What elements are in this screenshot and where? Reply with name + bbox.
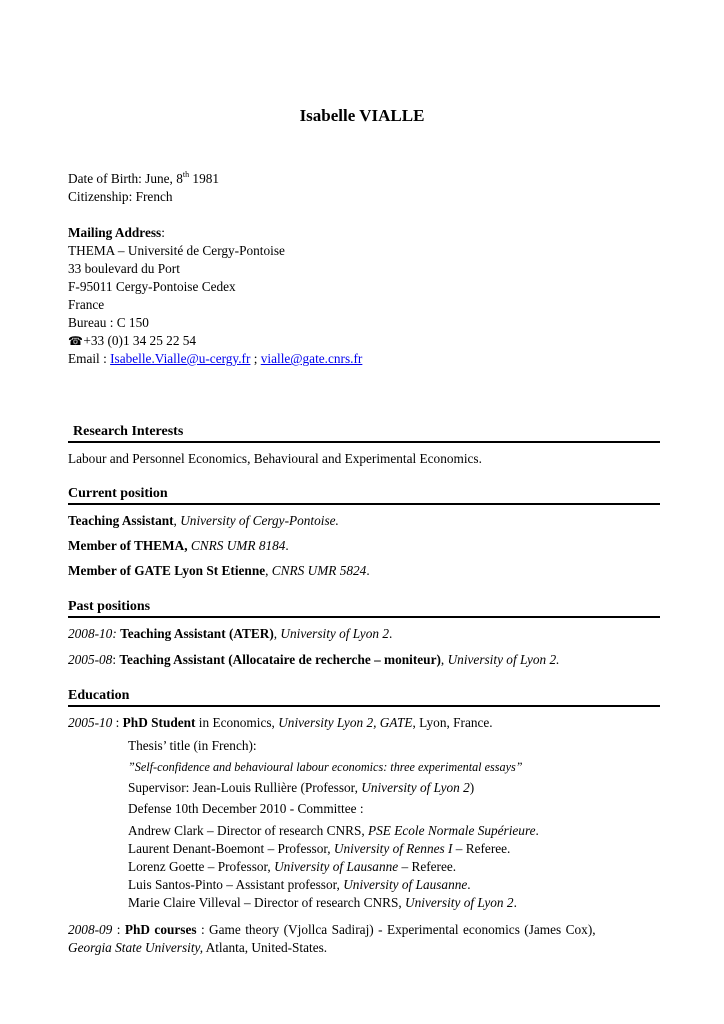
address-line: 33 boulevard du Port: [68, 261, 180, 276]
education-courses: [68, 921, 658, 957]
supervisor-text: Supervisor: Jean-Louis Rullière (Professor,: [128, 780, 362, 795]
research-text: Labour and Personnel Economics, Behavioural and Experimental Economics.: [68, 451, 482, 466]
member-text: Luis Santos-Pinto – Assistant professor,: [128, 877, 344, 892]
member-end: .: [513, 895, 517, 910]
dob-year: 1981: [189, 171, 220, 186]
date-of-birth: [68, 171, 219, 187]
section-heading: Past positions: [68, 599, 151, 614]
supervisor-end: ): [469, 780, 475, 795]
item-date: 2008-09: [68, 922, 113, 937]
current-item: [68, 538, 289, 554]
member-institution: University of Lausanne: [343, 877, 468, 892]
item-date: 2008-10:: [68, 626, 117, 641]
item-end: .: [366, 563, 370, 578]
member-text: Marie Claire Villeval – Director of research CNRS,: [128, 895, 405, 910]
item-role: Member of GATE Lyon St Etienne: [68, 563, 266, 578]
item-sep: ,: [440, 652, 448, 667]
thesis-title-text: ”Self-confidence and behavioural labour economics: three experimental essays”: [128, 760, 523, 774]
phone-number: +33 (0)1 34 25 22 54: [83, 333, 197, 348]
member-text: Lorenz Goette – Professor,: [128, 859, 275, 874]
section-current-position: [68, 485, 660, 505]
email-label: Email :: [68, 351, 111, 366]
mailing-label-text: Mailing Address: [68, 225, 162, 240]
current-item: [68, 513, 339, 529]
item-institution: University Lyon 2, GATE: [278, 715, 413, 730]
education-phd: [68, 715, 493, 731]
member-text: Andrew Clark – Director of research CNRS,: [128, 823, 369, 838]
committee-member: [128, 877, 471, 893]
member-institution: University of Rennes I: [333, 841, 453, 856]
office-line: Bureau : C 150: [68, 315, 149, 330]
email-link-ucergy[interactable]: Isabelle.Vialle@u-cergy.fr: [110, 351, 251, 366]
item-text: in Economics,: [195, 715, 279, 730]
thesis-title: [128, 760, 523, 775]
mailing-label: [68, 225, 165, 241]
item-colon: :: [112, 652, 120, 667]
item-institution: Georgia State University,: [68, 940, 204, 955]
defense-line: Defense 10th December 2010 - Committee :: [128, 801, 364, 816]
email-separator: ;: [250, 351, 261, 366]
committee-member: [128, 841, 510, 857]
item-text: , Lyon, France.: [412, 715, 493, 730]
item-role: Member of THEMA,: [68, 538, 188, 553]
email-link-gate[interactable]: vialle@gate.cnrs.fr: [260, 351, 363, 366]
mailing-label-colon: :: [161, 225, 165, 240]
item-role: PhD courses: [124, 922, 197, 937]
item-institution: CNRS UMR 8184: [190, 538, 286, 553]
item-institution: University of Lyon 2.: [447, 652, 560, 667]
cv-name: Isabelle VIALLE: [299, 106, 425, 125]
section-heading: Research Interests: [73, 424, 184, 439]
address-line: France: [68, 297, 105, 312]
member-institution: University of Lyon 2: [405, 895, 514, 910]
member-text: Laurent Denant-Boemont – Professor,: [128, 841, 334, 856]
item-text: : Game theory (Vjollca Sadiraj) - Experimental economics (James Cox),: [196, 922, 600, 937]
address-line: THEMA – Université de Cergy-Pontoise: [68, 243, 285, 258]
item-institution: CNRS UMR 5824: [271, 563, 367, 578]
item-role: Teaching Assistant: [68, 513, 174, 528]
phone-line: [68, 333, 196, 349]
item-colon: :: [112, 715, 123, 730]
member-end: – Referee.: [452, 841, 511, 856]
item-sep: ,: [273, 626, 281, 641]
member-end: .: [535, 823, 539, 838]
past-item: [68, 626, 392, 642]
item-role: Teaching Assistant (Allocataire de recherche – moniteur): [119, 652, 441, 667]
item-end: .: [285, 538, 289, 553]
member-end: – Referee.: [398, 859, 457, 874]
section-education: [68, 687, 660, 707]
item-institution: University of Lyon 2: [280, 626, 389, 641]
member-institution: University of Lausanne: [274, 859, 399, 874]
item-sep: ,: [265, 563, 272, 578]
item-institution: University of Cergy-Pontoise.: [180, 513, 339, 528]
section-past-positions: [68, 598, 660, 618]
email-line: [68, 351, 362, 367]
item-role: PhD Student: [122, 715, 196, 730]
thesis-label: Thesis’ title (in French):: [128, 738, 257, 753]
section-research-interests: [68, 423, 660, 443]
phone-icon: ☎: [68, 334, 83, 348]
item-sep: ,: [173, 513, 181, 528]
committee-member: [128, 895, 517, 911]
item-role: Teaching Assistant (ATER): [120, 626, 274, 641]
dob-sup: th: [182, 170, 190, 179]
item-end: .: [388, 626, 393, 641]
committee-member: [128, 859, 456, 875]
past-item: [68, 652, 559, 668]
item-end: Atlanta, United-States.: [203, 940, 328, 955]
citizenship: Citizenship: French: [68, 189, 173, 204]
supervisor-institution: University of Lyon 2: [361, 780, 470, 795]
dob-label: Date of Birth: June, 8: [68, 171, 183, 186]
section-heading: Education: [68, 688, 130, 703]
item-date: 2005-10: [68, 715, 113, 730]
section-heading: Current position: [68, 486, 168, 501]
address-line: F-95011 Cergy-Pontoise Cedex: [68, 279, 236, 294]
item-colon: :: [112, 922, 125, 937]
current-item: [68, 563, 370, 579]
member-institution: PSE Ecole Normale Supérieure: [368, 823, 536, 838]
item-date: 2005-08: [68, 652, 113, 667]
member-end: .: [467, 877, 471, 892]
supervisor-line: [128, 780, 474, 796]
committee-member: [128, 823, 539, 839]
